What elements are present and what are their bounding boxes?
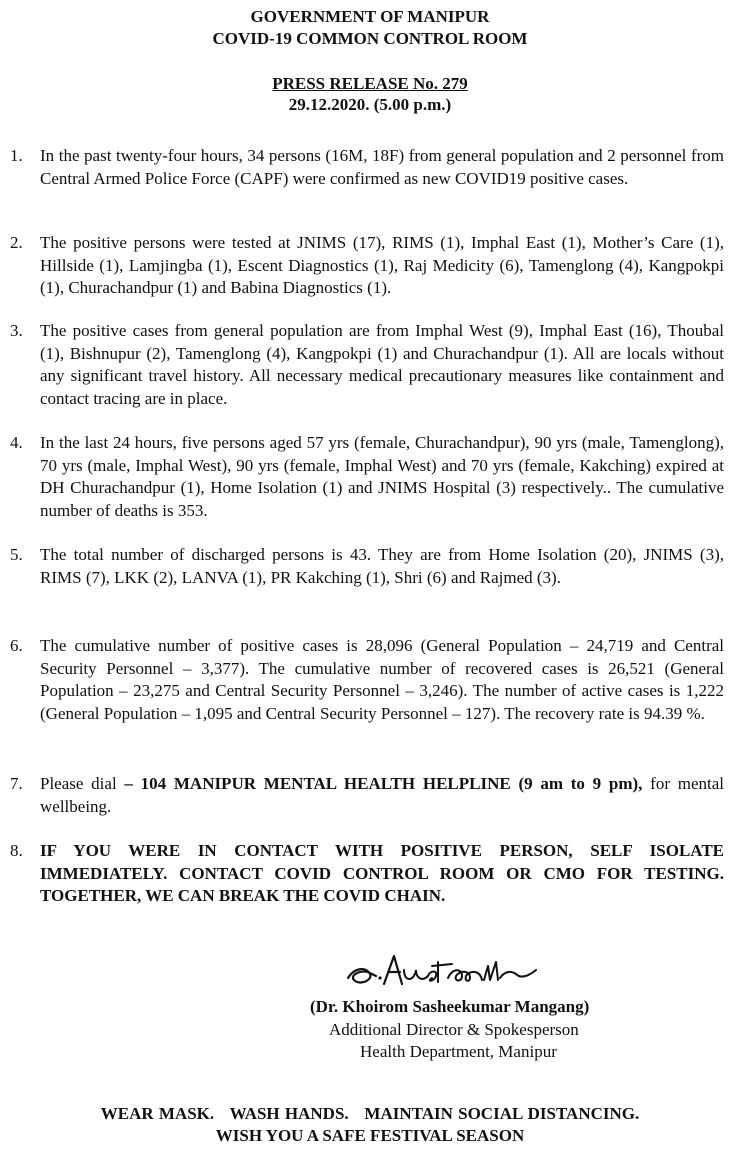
item-text: In the past twenty-four hours, 34 persons (16M, 18F) from general population and 2 personnel from Central Armed Police Force (CAPF) were confirmed as new COVID19 positive cases. <box>40 146 724 188</box>
item-number: 8. <box>10 841 23 860</box>
item-number: 7. <box>10 774 23 793</box>
signatory-name: (Dr. Khoirom Sasheekumar Mangang) <box>310 997 590 1016</box>
footer-advice: WEAR MASK. WASH HANDS. MAINTAIN SOCIAL DISTANCING. <box>100 1104 640 1123</box>
item-number: 4. <box>10 433 23 452</box>
item-text: The positive persons were tested at JNIMS (17), RIMS (1), Imphal East (1), Mother’s Care (1), Hillside (1), Lamjingba (1), Escent Diagnostics (1), Raj Medicity (6), Tamenglong (4), Kangpokpi (1), Churachandpur (1) and Babina Diagnostics (1). <box>40 233 724 297</box>
item-number: 1. <box>10 146 23 165</box>
helpline-number: – 104 MANIPUR MENTAL HEALTH HELPLINE (9 am to 9 pm), <box>124 774 643 793</box>
item-text: The total number of discharged persons is 43. They are from Home Isolation (20), JNIMS (3), RIMS (7), LKK (2), LANVA (1), PR Kakching (1), Shri (6) and Rajmed (3). <box>40 545 724 587</box>
list-item <box>10 544 724 589</box>
item-text <box>40 773 724 818</box>
item-text: In the last 24 hours, five persons aged 57 yrs (female, Churachandpur), 90 yrs (male, Tamenglong), 70 yrs (male, Imphal West), 90 yrs (female, Imphal West) and 70 yrs (female, Kakching) expired at DH Churachandpur (1), Home Isolation (1) and JNIMS Hospital (3) respectively.. The cumulative number of deaths is 353. <box>40 433 724 520</box>
press-release-date: 29.12.2020. (5.00 p.m.) <box>288 95 452 114</box>
signatory-title: Additional Director & Spokesperson <box>329 1020 579 1039</box>
item-number: 2. <box>10 233 23 252</box>
item-text: IF YOU WERE IN CONTACT WITH POSITIVE PERSON, SELF ISOLATE IMMEDIATELY. CONTACT COVID CONTROL ROOM OR CMO FOR TESTING. TOGETHER, WE CAN BREAK THE COVID CHAIN. <box>40 841 724 905</box>
signature-image <box>340 948 580 998</box>
list-item <box>10 320 724 410</box>
list-item <box>10 232 724 300</box>
header-government: GOVERNMENT OF MANIPUR <box>250 7 490 26</box>
list-item <box>10 773 724 818</box>
list-item-warning <box>10 840 724 908</box>
helpline-outro: for mental wellbeing. <box>40 774 724 816</box>
helpline-intro: Please dial <box>40 774 125 793</box>
signatory-department: Health Department, Manipur <box>360 1042 557 1061</box>
item-number: 3. <box>10 321 23 340</box>
header-control-room: COVID-19 COMMON CONTROL ROOM <box>212 29 528 48</box>
footer-wish: WISH YOU A SAFE FESTIVAL SEASON <box>215 1126 525 1145</box>
item-text: The positive cases from general population are from Imphal West (9), Imphal East (16), Thoubal (1), Bishnupur (2), Tamenglong (4), Kangpokpi (1) and Churachandpur (1). All are locals without any significant travel history. All necessary medical precautionary measures like containment and contact tracing are in place. <box>40 321 724 408</box>
item-text: The cumulative number of positive cases is 28,096 (General Population – 24,719 and Central Security Personnel – 3,377). The cumulative number of recovered cases is 26,521 (General Population – 23,275 and Central Security Personnel – 3,246). The number of active cases is 1,222 (General Population – 1,095 and Central Security Personnel – 127). The recovery rate is 94.39 %. <box>40 636 724 723</box>
list-item <box>10 432 724 522</box>
item-number: 5. <box>10 545 23 564</box>
press-release-number: PRESS RELEASE No. 279 <box>272 74 468 93</box>
list-item <box>10 635 724 725</box>
item-number: 6. <box>10 636 23 655</box>
list-item <box>10 145 724 190</box>
